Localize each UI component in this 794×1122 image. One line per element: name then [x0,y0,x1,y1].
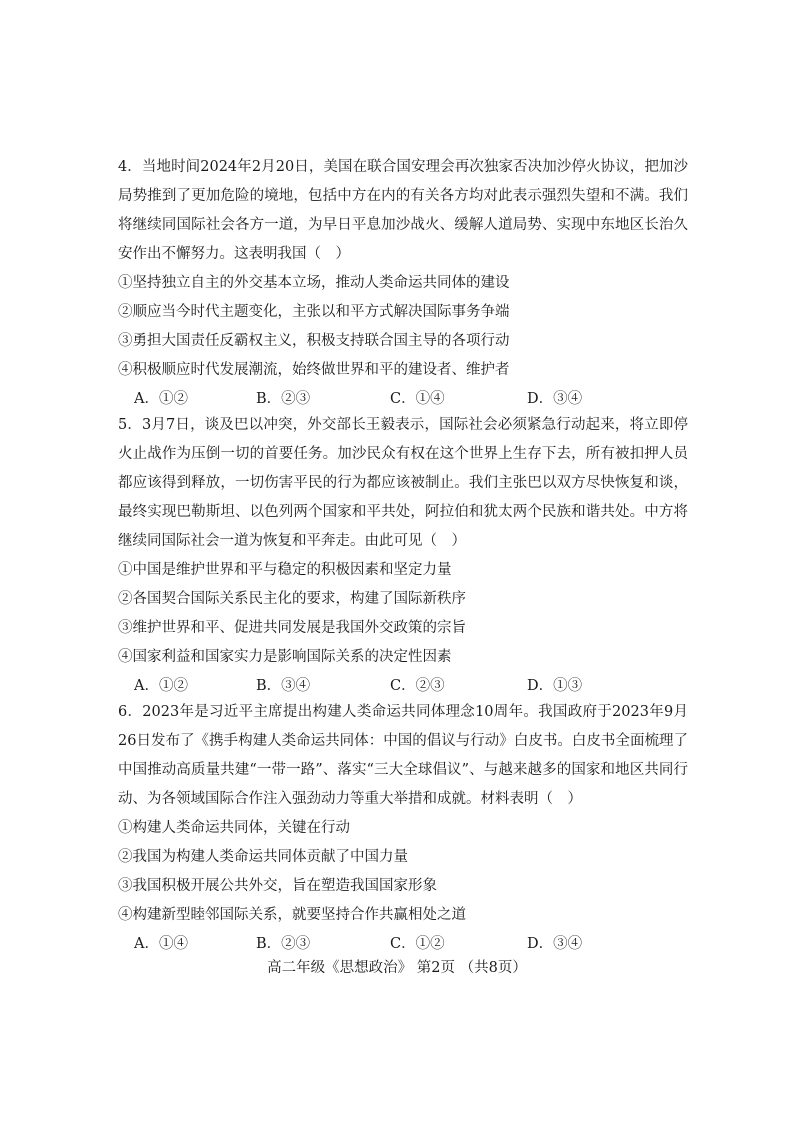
statement-1: ①坚持独立自主的外交基本立场，推动人类命运共同体的建设 [118,275,510,291]
statement-3: ③我国积极开展公共外交，旨在塑造我国国家形象 [118,878,437,894]
answer-choices [118,930,688,959]
choice-b[interactable]: B．③④ [256,678,311,694]
choice-d[interactable]: D．③④ [527,391,583,407]
choice-a[interactable]: A．①② [134,678,188,694]
statement-4: ④国家利益和国家实力是影响国际关系的决定性因素 [118,649,452,665]
answer-choices [118,385,688,414]
choice-d[interactable]: D．①③ [527,678,583,694]
question-5 [118,411,688,701]
question-stem: 5．3月7日，谈及巴以冲突，外交部长王毅表示，国际社会必须紧急行动起来，将立即停火止战作为压倒一切的首要任务。加沙民众有权在这个世界上生存下去，所有被扣押人员都应该得到释放，一切伤害平民的行为都应该被制止。我们主张巴以双方尽快恢复和谈，最终实现巴勒斯坦、以色列两个国家和平共处，阿拉伯和犹太两个民族和谐共处。中方将继续同国际社会一道为恢复和平奔走。由此可见（ ） [118,417,688,549]
choice-a[interactable]: A．①② [134,391,188,407]
choice-b[interactable]: B．②③ [256,936,311,952]
choice-c[interactable]: C．①④ [390,391,445,407]
statement-2: ②我国为构建人类命运共同体贡献了中国力量 [118,849,408,865]
statement-4: ④积极顺应时代发展潮流，始终做世界和平的建设者、维护者 [118,362,510,378]
page-footer: 高二年级《思想政治》 第2页 （共8页） [267,960,527,976]
statement-3: ③勇担大国责任反霸权主义，积极支持联合国主导的各项行动 [118,333,510,349]
question-stem: 4．当地时间2024年2月20日，美国在联合国安理会再次独家否决加沙停火协议，把加沙局势推到了更加危险的境地，包括中方在内的有关各方均对此表示强烈失望和不满。我们将继续同国际社会各方一道，为早日平息加沙战火、缓解人道局势、实现中东地区长治久安作出不懈努力。这表明我国（ ） [118,159,688,262]
statement-3: ③维护世界和平、促进共同发展是我国外交政策的宗旨 [118,620,466,636]
question-4 [118,153,688,414]
answer-choices [118,672,688,701]
statement-2: ②顺应当今时代主题变化，主张以和平方式解决国际事务争端 [118,304,510,320]
statement-1: ①中国是维护世界和平与稳定的积极因素和坚定力量 [118,562,452,578]
question-stem: 6．2023年是习近平主席提出构建人类命运共同体理念10周年。我国政府于2023年9月26日发布了《携手构建人类命运共同体：中国的倡议与行动》白皮书。白皮书全面梳理了中国推动高质量共建“一带一路”、落实“三大全球倡议”、与越来越多的国家和地区共同行动、为各领域国际合作注入强劲动力等重大举措和成就。材料表明（ ） [118,704,688,807]
choice-c[interactable]: C．①② [390,936,445,952]
choice-b[interactable]: B．②③ [256,391,311,407]
statement-4: ④构建新型睦邻国际关系，就要坚持合作共赢相处之道 [118,907,466,923]
statement-2: ②各国契合国际关系民主化的要求，构建了国际新秩序 [118,591,466,607]
choice-d[interactable]: D．③④ [527,936,583,952]
choice-c[interactable]: C．②③ [390,678,445,694]
choice-a[interactable]: A．①④ [134,936,188,952]
question-6 [118,698,688,959]
statement-1: ①构建人类命运共同体，关键在行动 [118,820,350,836]
